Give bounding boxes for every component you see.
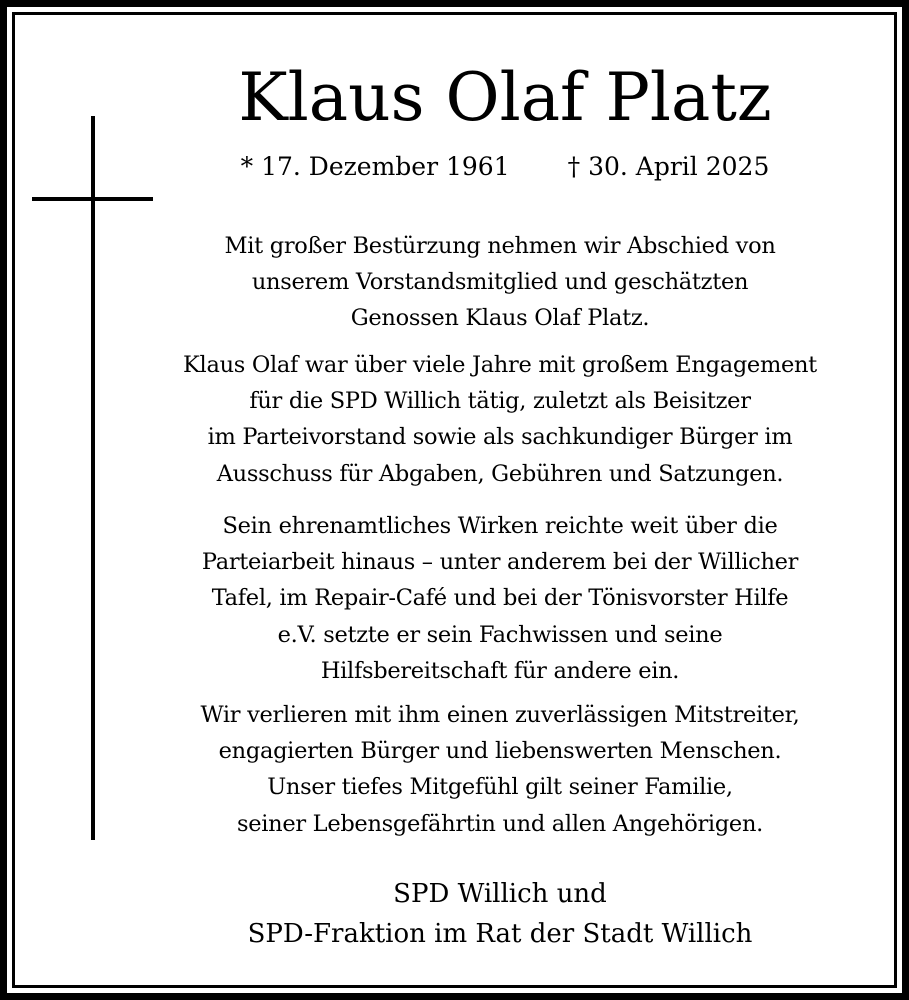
text-line: Klaus Olaf war über viele Jahre mit großem Engagement bbox=[183, 352, 817, 378]
text-line: Unser tiefes Mitgefühl gilt seiner Familie, bbox=[267, 774, 733, 801]
text-line: Tafel, im Repair-Café und bei der Tönisvorster Hilfe bbox=[211, 585, 789, 612]
signature-line: SPD Willich und bbox=[393, 879, 607, 909]
text-line: Ausschuss für Abgaben, Gebühren und Satzungen. bbox=[216, 460, 784, 487]
text-line: unserem Vorstandsmitglied und geschätzten bbox=[251, 269, 749, 296]
text-line: seiner Lebensgefährtin und allen Angehörigen. bbox=[237, 810, 763, 837]
text-line: e.V. setzte er sein Fachwissen und seine bbox=[277, 621, 723, 648]
paragraph-farewell bbox=[105, 228, 895, 337]
cross-horizontal-bar bbox=[32, 197, 153, 201]
text-line: engagierten Bürger und liebenswerten Menschen. bbox=[218, 738, 782, 765]
text-line: Wir verlieren mit ihm einen zuverlässigen Mitstreiter, bbox=[200, 702, 800, 728]
paragraph-volunteer bbox=[105, 508, 895, 689]
signature-line: SPD-Fraktion im Rat der Stadt Willich bbox=[247, 919, 753, 949]
signature bbox=[105, 874, 895, 954]
paragraph-engagement bbox=[105, 347, 895, 492]
text-line: Mit großer Bestürzung nehmen wir Abschied von bbox=[224, 233, 776, 259]
life-dates bbox=[140, 145, 870, 189]
deceased-name: Klaus Olaf Platz bbox=[238, 59, 772, 136]
text-line: Parteiarbeit hinaus – unter anderem bei der Willicher bbox=[201, 549, 799, 576]
text-line: für die SPD Willich tätig, zuletzt als Beisitzer bbox=[249, 388, 751, 415]
text-line: Sein ehrenamtliches Wirken reichte weit über die bbox=[222, 513, 778, 539]
text-line: im Parteivorstand sowie als sachkundiger Bürger im bbox=[207, 424, 793, 451]
birth-date: * 17. Dezember 1961 bbox=[240, 152, 510, 181]
death-date: † 30. April 2025 bbox=[567, 152, 770, 181]
cross-vertical-bar bbox=[91, 116, 95, 840]
text-line: Hilfsbereitschaft für andere ein. bbox=[320, 657, 680, 684]
text-line: Genossen Klaus Olaf Platz. bbox=[350, 305, 650, 332]
paragraph-condolences bbox=[105, 697, 895, 842]
